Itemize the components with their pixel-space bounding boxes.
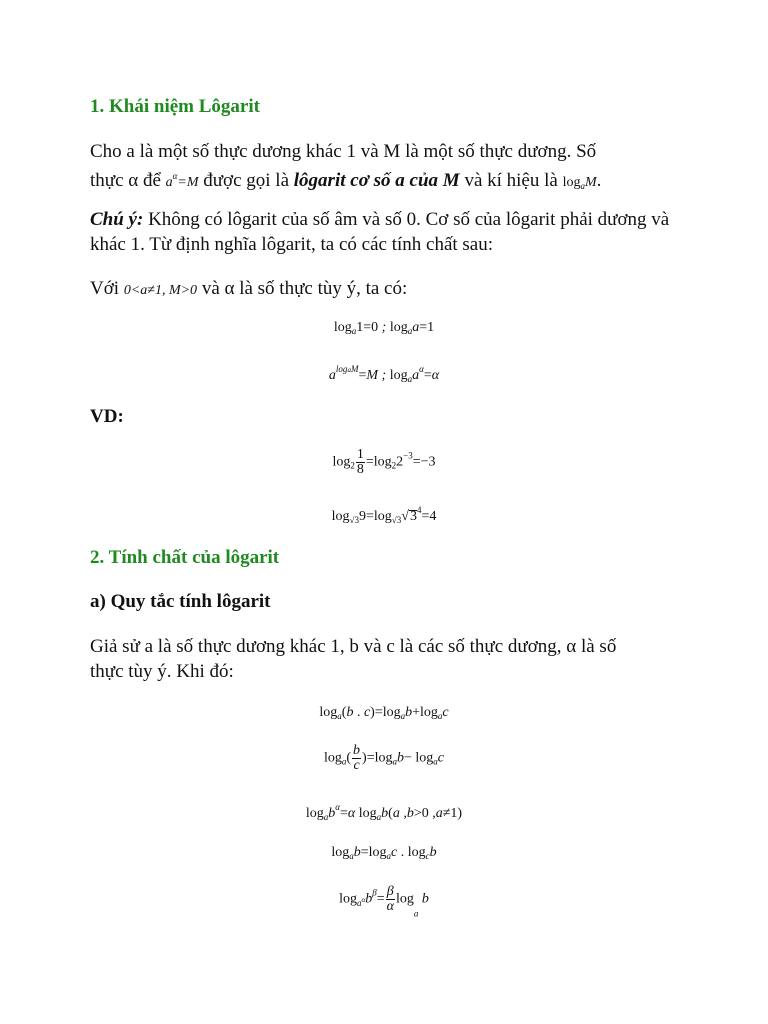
equation-log-basic: $\log_a1=0$ ; $\log_aa=1$ <box>333 320 435 336</box>
note-text: Không có lôgarit của số âm và số 0. Cơ số của lôgarit phải dương và khác 1. Từ định nghĩa lôgarit, ta có các tính chất sau: <box>90 209 670 255</box>
equation-example-2: $\log_{√3}9=\log_{√3}√3^4=4$ <box>331 505 437 525</box>
note-paragraph <box>90 207 680 257</box>
equation-product-rule: $\log_a(b$ . $c)=\log_ab+\log_ac$ <box>319 705 449 721</box>
rules-intro-line-2: thực tùy ý. Khi đó: <box>90 661 234 682</box>
math-log-a-m: $\log_aM$ <box>562 175 597 191</box>
definition-line-1: Cho a là một số thực dương khác 1 và M là một số thực dương. Số <box>90 141 597 162</box>
equation-quotient-rule: $\log_a$( $\frac{b}{c}$ )$=\log_ab- \log_ac$ <box>323 743 445 773</box>
rules-intro-line-1: Giả sử a là số thực dương khác 1, b và c là các số thực dương, α là số <box>90 636 617 657</box>
definition-text-b: được gọi là <box>198 170 294 191</box>
equation-example-1: $\log_2$ $\frac{1}{8}$ $=\log_22^{-3}=-3$ <box>332 447 436 477</box>
section-2-heading: 2. Tính chất của lôgarit <box>90 547 280 568</box>
definition-line-2: thực α để $a^\alpha=M$ được gọi là lôgarit cơ số a của M và kí hiệu là $\log_aM$. <box>90 170 602 191</box>
definition-bold-term: lôgarit cơ số a của M <box>293 170 460 191</box>
equation-power-rule: $\log_ab^\alpha=\alpha$ $\log_ab(a$ ,b>0 ,a≠1) <box>305 802 463 822</box>
with-paragraph <box>90 276 680 303</box>
with-text-b: và α là số thực tùy ý, ta có: <box>197 278 408 299</box>
equation-power-base: $\log_{a^\alpha}b^\beta=$ $\frac{\beta}{\alpha}$ $\log_a b$ <box>339 884 429 919</box>
equation-change-base: $\log_ab=\log_ac$ . $\log_cb$ <box>331 845 437 861</box>
definition-text-c: và kí hiệu là <box>459 170 563 191</box>
definition-text-a: thực α để <box>90 170 166 191</box>
note-label: Chú ý: <box>90 209 144 230</box>
with-text-a: Với <box>90 278 124 299</box>
rules-intro-paragraph <box>90 634 680 684</box>
section-1-heading: 1. Khái niệm Lôgarit <box>90 96 260 117</box>
math-condition: 0<a≠1, M>0 <box>123 283 198 298</box>
math-a-pow-alpha-eq-m: $a^\alpha=M$ <box>165 171 199 190</box>
section-2a-subheading: a) Quy tắc tính lôgarit <box>90 591 271 612</box>
definition-paragraph <box>90 139 680 199</box>
equation-exp-log: $a^{logaM}=M$ ; $\log_aa^\alpha=\alpha$ <box>328 364 440 384</box>
example-label: VD: <box>90 406 124 427</box>
